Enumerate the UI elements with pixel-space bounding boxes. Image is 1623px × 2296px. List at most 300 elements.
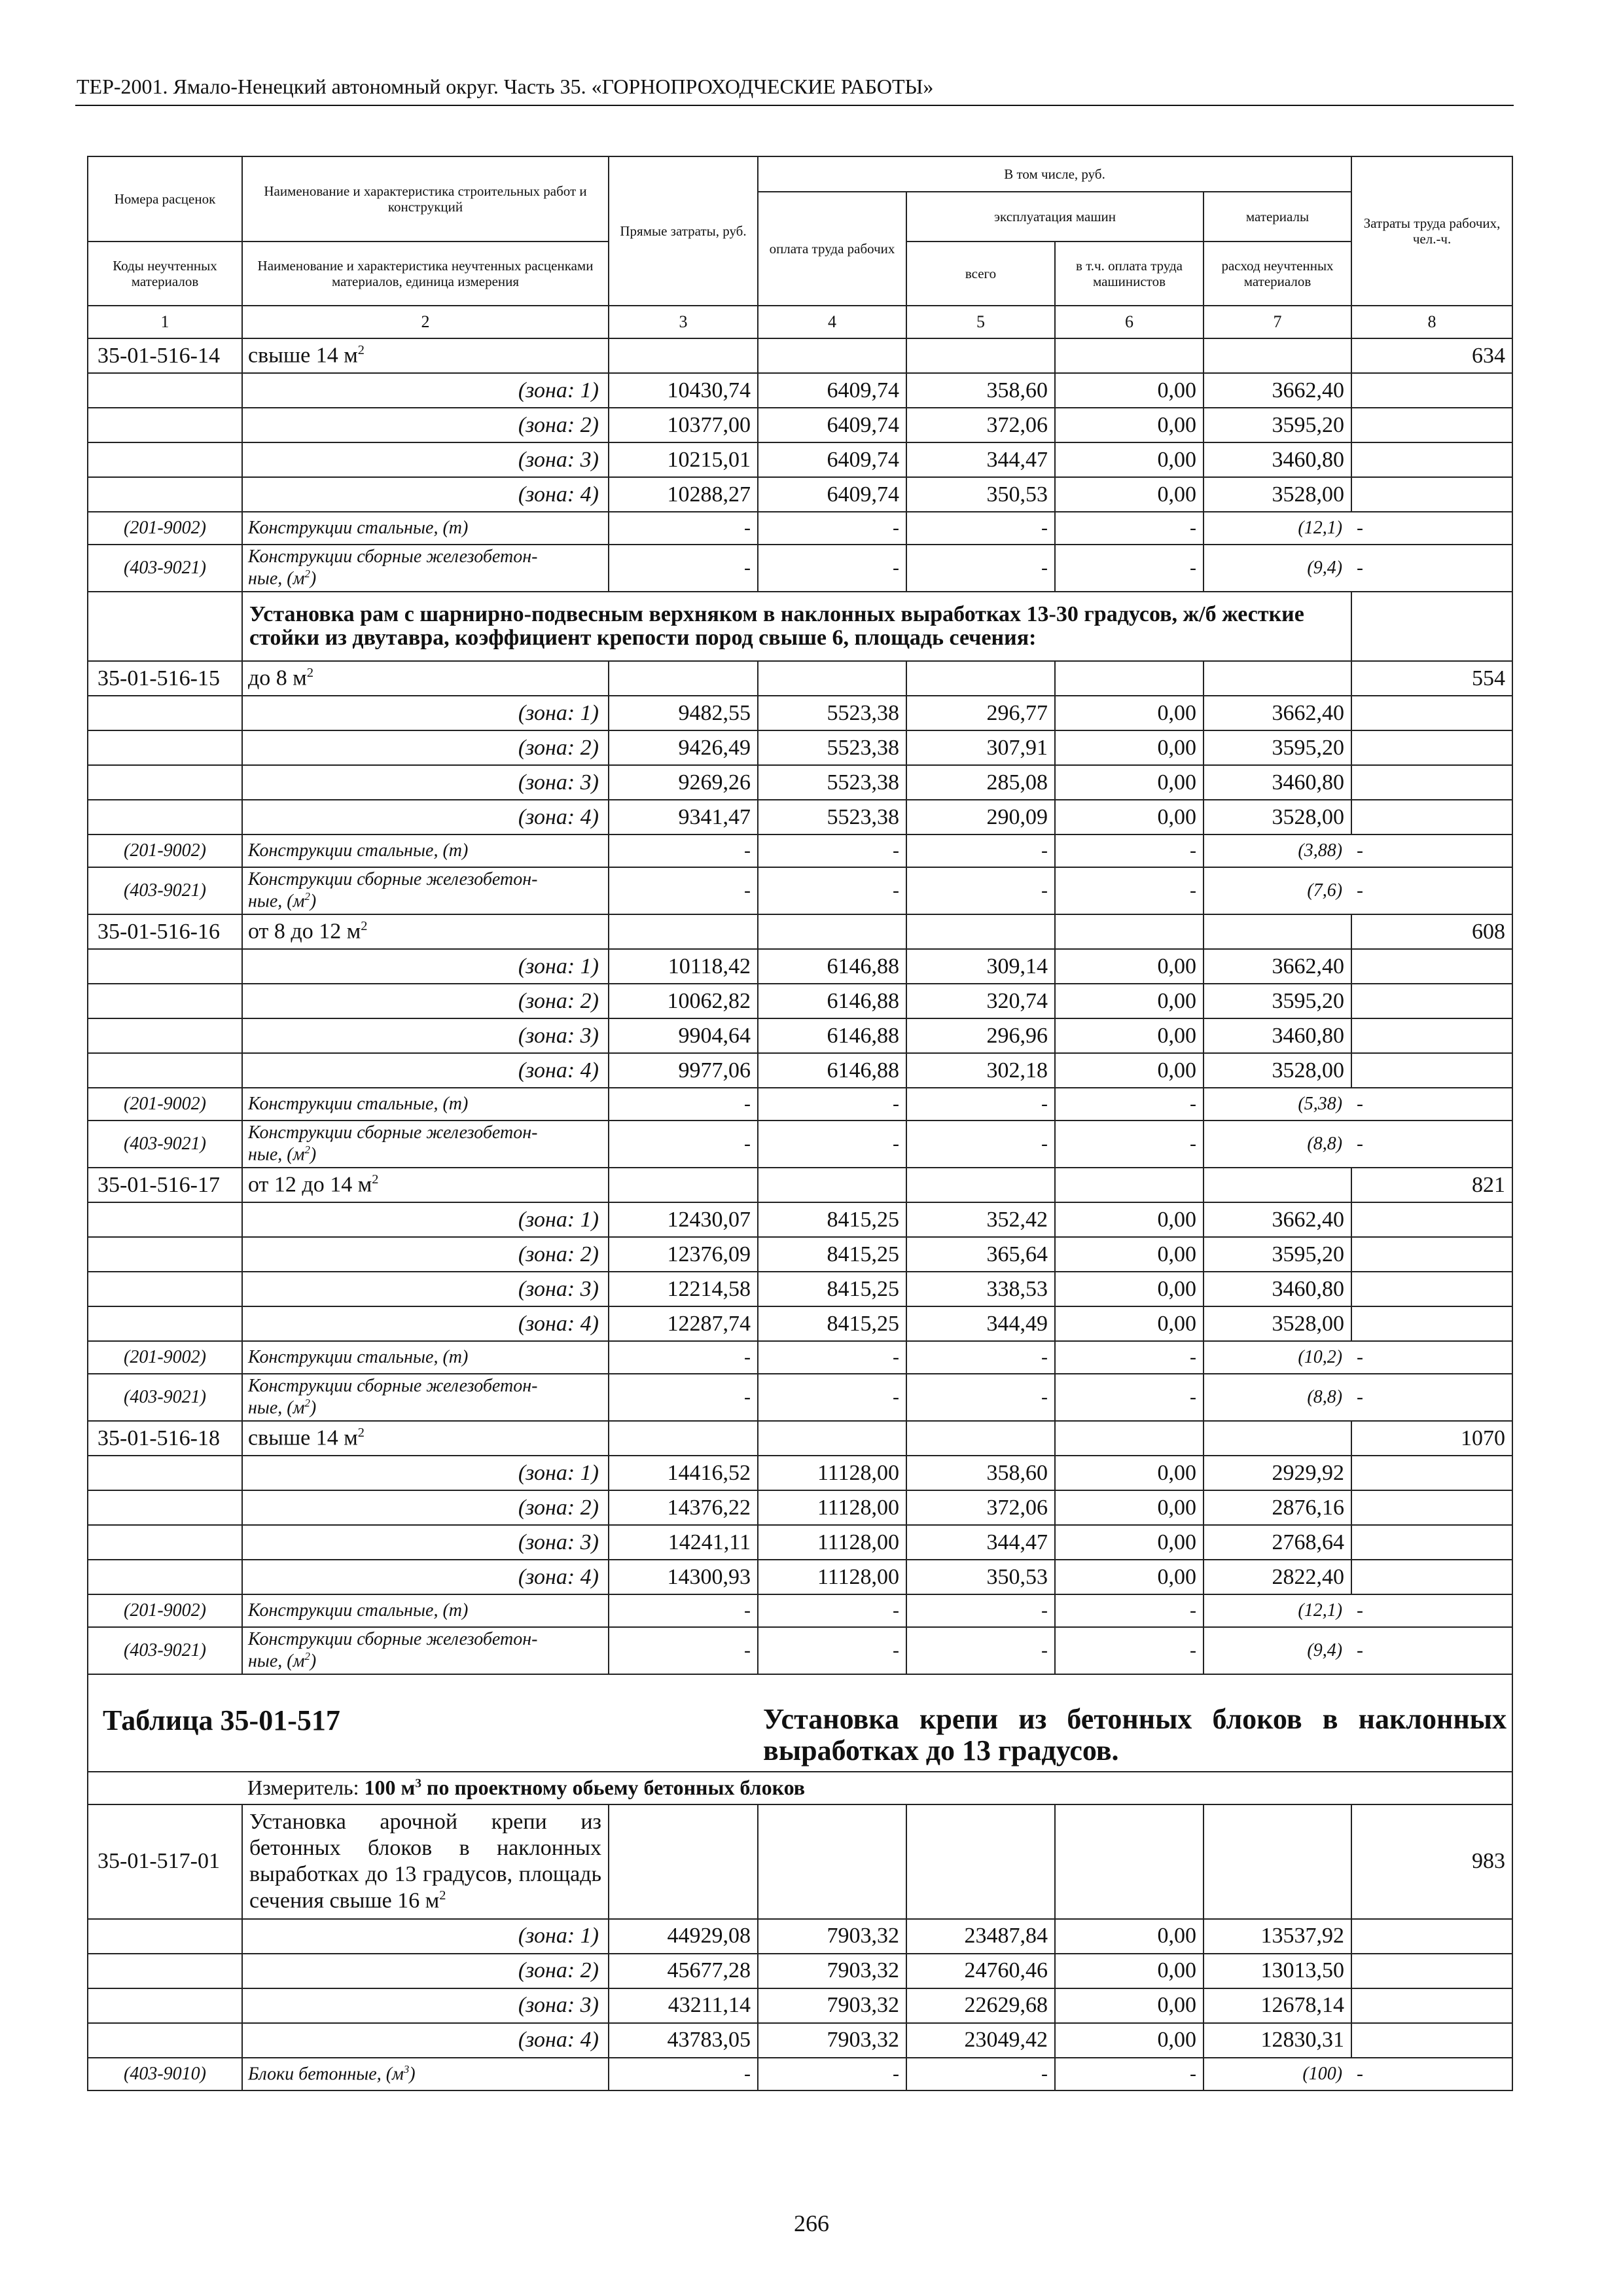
empty-cell <box>609 1421 758 1456</box>
zone-value: 0,00 <box>1055 1525 1204 1560</box>
material-dash: - <box>758 1341 906 1374</box>
material-name-line1: Конструкции сборные железобетон- <box>248 547 538 567</box>
zone-value: 11128,00 <box>758 1456 906 1490</box>
empty-cell <box>609 914 758 949</box>
material-dash: - <box>1055 1627 1204 1674</box>
zone-row <box>88 800 1512 834</box>
empty-cell <box>1351 696 1512 730</box>
empty-cell <box>906 914 1055 949</box>
zone-value: 0,00 <box>1055 408 1204 442</box>
zone-value: 3662,40 <box>1204 696 1351 730</box>
empty-cell <box>88 1772 242 1804</box>
zone-value: 14300,93 <box>609 1560 758 1594</box>
empty-cell <box>88 800 242 834</box>
zone-label: (зона: 4) <box>242 2023 609 2058</box>
zone-value: 8415,25 <box>758 1306 906 1341</box>
empty-cell <box>906 1421 1055 1456</box>
material-labor-dash: - <box>1351 1374 1512 1421</box>
zone-value: 9977,06 <box>609 1053 758 1088</box>
rate-name <box>242 1168 609 1202</box>
material-dash: - <box>758 1374 906 1421</box>
material-dash: - <box>1055 834 1204 867</box>
rate-name <box>242 1421 609 1456</box>
material-name-line2: ные, (м <box>248 568 305 589</box>
zone-value: 290,09 <box>906 800 1055 834</box>
empty-cell <box>758 1804 906 1919</box>
zone-value: 14241,11 <box>609 1525 758 1560</box>
zone-row <box>88 696 1512 730</box>
empty-cell <box>609 338 758 373</box>
material-dash: - <box>1055 2058 1204 2090</box>
labor-costs: 1070 <box>1351 1421 1512 1456</box>
zone-label: (зона: 4) <box>242 1053 609 1088</box>
material-name-close: ) <box>310 1144 317 1165</box>
material-dash: - <box>906 834 1055 867</box>
material-code: (403-9021) <box>88 1121 242 1168</box>
zone-value: 0,00 <box>1055 696 1204 730</box>
zone-value: 24760,46 <box>906 1954 1055 1988</box>
material-dash: - <box>609 1627 758 1674</box>
material-row <box>88 867 1512 914</box>
superscript: 2 <box>372 1172 379 1187</box>
empty-cell <box>906 1168 1055 1202</box>
empty-cell <box>1351 730 1512 765</box>
empty-cell <box>88 1525 242 1560</box>
rate-description-text: Установка арочной крепи из бетонных блоков в наклонных выработках до 13 градусов, площадь сечения свыше 16 м <box>249 1809 601 1913</box>
section-heading-row <box>88 592 1512 661</box>
rate-code: 35-01-516-15 <box>88 661 242 696</box>
header-unaccounted-materials: расход неучтенных материалов <box>1204 242 1351 306</box>
table-number: Таблица 35-01-517 <box>88 1674 758 1772</box>
empty-cell <box>88 984 242 1018</box>
zone-value: 11128,00 <box>758 1525 906 1560</box>
zone-row <box>88 1919 1512 1954</box>
zone-value: 350,53 <box>906 477 1055 512</box>
empty-cell <box>88 696 242 730</box>
empty-cell <box>906 1804 1055 1919</box>
zone-label: (зона: 1) <box>242 696 609 730</box>
zone-label: (зона: 3) <box>242 1018 609 1053</box>
zone-value: 0,00 <box>1055 373 1204 408</box>
material-labor-dash: - <box>1351 1121 1512 1168</box>
material-name <box>242 1121 609 1168</box>
material-name <box>242 2058 609 2090</box>
header-rate-numbers: Номера расценок <box>88 156 242 242</box>
column-number: 3 <box>609 306 758 338</box>
rate-row <box>88 1804 1512 1919</box>
zone-value: 338,53 <box>906 1272 1055 1306</box>
material-dash: - <box>1055 867 1204 914</box>
material-dash: - <box>609 2058 758 2090</box>
zone-label: (зона: 1) <box>242 949 609 984</box>
material-dash: - <box>758 1088 906 1121</box>
material-dash: - <box>1055 1341 1204 1374</box>
header-material-names: Наименование и характеристика неучтенных расценками материалов, единица измерения <box>242 242 609 306</box>
zone-value: 0,00 <box>1055 1202 1204 1237</box>
material-name <box>242 545 609 592</box>
empty-cell <box>1351 800 1512 834</box>
zone-row <box>88 373 1512 408</box>
zone-value: 0,00 <box>1055 1954 1204 1988</box>
empty-cell <box>88 1919 242 1954</box>
empty-cell <box>88 1560 242 1594</box>
material-row <box>88 834 1512 867</box>
empty-cell <box>1351 1202 1512 1237</box>
superscript: 2 <box>304 1143 310 1157</box>
material-row <box>88 1088 1512 1121</box>
column-number: 2 <box>242 306 609 338</box>
empty-cell <box>1351 408 1512 442</box>
zone-value: 3528,00 <box>1204 1306 1351 1341</box>
material-code: (403-9021) <box>88 867 242 914</box>
zone-value: 0,00 <box>1055 765 1204 800</box>
zone-value: 0,00 <box>1055 1053 1204 1088</box>
empty-cell <box>758 1168 906 1202</box>
column-numbers-row <box>88 306 1512 338</box>
zone-label: (зона: 1) <box>242 1202 609 1237</box>
zone-value: 372,06 <box>906 1490 1055 1525</box>
material-row <box>88 545 1512 592</box>
zone-value: 10288,27 <box>609 477 758 512</box>
material-code: (403-9021) <box>88 545 242 592</box>
zone-value: 0,00 <box>1055 1560 1204 1594</box>
zone-value: 3460,80 <box>1204 1018 1351 1053</box>
material-name-line1: Конструкции сборные железобетон- <box>248 1376 538 1397</box>
zone-value: 12376,09 <box>609 1237 758 1272</box>
zone-value: 6146,88 <box>758 1018 906 1053</box>
zone-value: 365,64 <box>906 1237 1055 1272</box>
material-row <box>88 1121 1512 1168</box>
zone-value: 12214,58 <box>609 1272 758 1306</box>
measure-prefix: Измеритель: <box>247 1776 365 1800</box>
header-materials: материалы <box>1204 192 1351 242</box>
zone-value: 10377,00 <box>609 408 758 442</box>
material-consumption: (100) <box>1204 2058 1351 2090</box>
zone-value: 6146,88 <box>758 949 906 984</box>
zone-value: 5523,38 <box>758 730 906 765</box>
superscript: 3 <box>415 1776 421 1791</box>
header-machine-operation: эксплуатация машин <box>906 192 1204 242</box>
zone-row <box>88 730 1512 765</box>
empty-cell <box>1055 914 1204 949</box>
empty-cell <box>1204 338 1351 373</box>
column-number: 7 <box>1204 306 1351 338</box>
material-dash: - <box>758 545 906 592</box>
material-code: (403-9010) <box>88 2058 242 2090</box>
zone-row <box>88 477 1512 512</box>
empty-cell <box>1351 1560 1512 1594</box>
page-number: 266 <box>794 2210 829 2236</box>
zone-row <box>88 1456 1512 1490</box>
header-worker-pay: оплата труда рабочих <box>758 192 906 306</box>
material-name-close: ) <box>409 2064 416 2085</box>
rate-row <box>88 661 1512 696</box>
superscript: 2 <box>306 666 314 681</box>
zone-value: 309,14 <box>906 949 1055 984</box>
zone-value: 3662,40 <box>1204 949 1351 984</box>
zone-value: 8415,25 <box>758 1272 906 1306</box>
rate-name <box>242 914 609 949</box>
material-name-close: ) <box>310 1397 317 1418</box>
material-code: (201-9002) <box>88 834 242 867</box>
zone-row <box>88 1306 1512 1341</box>
zone-value: 12287,74 <box>609 1306 758 1341</box>
zone-value: 9341,47 <box>609 800 758 834</box>
header-rule <box>75 105 1514 106</box>
empty-cell <box>1055 1804 1204 1919</box>
empty-cell <box>88 765 242 800</box>
zone-value: 5523,38 <box>758 765 906 800</box>
zone-value: 3662,40 <box>1204 373 1351 408</box>
rate-row <box>88 1168 1512 1202</box>
zone-value: 3528,00 <box>1204 477 1351 512</box>
material-name: Конструкции стальные, (т) <box>242 512 609 545</box>
zone-row <box>88 1525 1512 1560</box>
zone-label: (зона: 1) <box>242 373 609 408</box>
zone-value: 12678,14 <box>1204 1988 1351 2023</box>
material-dash: - <box>609 512 758 545</box>
rate-description <box>242 1804 609 1919</box>
empty-cell <box>88 1237 242 1272</box>
zone-row <box>88 949 1512 984</box>
zone-value: 9482,55 <box>609 696 758 730</box>
zone-value: 358,60 <box>906 1456 1055 1490</box>
zone-row <box>88 2023 1512 2058</box>
material-row <box>88 1627 1512 1674</box>
material-code: (201-9002) <box>88 1088 242 1121</box>
zone-label: (зона: 2) <box>242 1954 609 1988</box>
material-labor-dash: - <box>1351 834 1512 867</box>
empty-cell <box>1351 1490 1512 1525</box>
zone-value: 6409,74 <box>758 408 906 442</box>
material-labor-dash: - <box>1351 2058 1512 2090</box>
material-labor-dash: - <box>1351 545 1512 592</box>
zone-label: (зона: 3) <box>242 1272 609 1306</box>
material-labor-dash: - <box>1351 1088 1512 1121</box>
zone-label: (зона: 2) <box>242 984 609 1018</box>
empty-cell <box>1351 984 1512 1018</box>
material-dash: - <box>758 1594 906 1627</box>
material-name: Конструкции стальные, (т) <box>242 1088 609 1121</box>
zone-label: (зона: 4) <box>242 1560 609 1594</box>
zone-value: 0,00 <box>1055 477 1204 512</box>
superscript: 2 <box>304 890 310 903</box>
material-name-close: ) <box>310 891 317 912</box>
zone-value: 0,00 <box>1055 1988 1204 2023</box>
empty-cell <box>88 1272 242 1306</box>
zone-value: 6409,74 <box>758 442 906 477</box>
zone-value: 11128,00 <box>758 1490 906 1525</box>
zone-row <box>88 984 1512 1018</box>
zone-value: 10118,42 <box>609 949 758 984</box>
material-row <box>88 1374 1512 1421</box>
material-code: (201-9002) <box>88 1594 242 1627</box>
empty-cell <box>1351 1954 1512 1988</box>
empty-cell <box>88 477 242 512</box>
running-header: ТЕР-2001. Ямало-Ненецкий автономный округ. Часть 35. «ГОРНОПРОХОДЧЕСКИЕ РАБОТЫ» <box>77 75 934 98</box>
empty-cell <box>906 338 1055 373</box>
material-name-close: ) <box>310 1651 317 1672</box>
superscript: 2 <box>361 919 368 934</box>
measure-text <box>242 1772 1512 1804</box>
table-title: Установка крепи из бетонных блоков в наклонных выработках до 13 градусов. <box>758 1674 1512 1772</box>
empty-cell <box>88 1490 242 1525</box>
zone-value: 3595,20 <box>1204 1237 1351 1272</box>
material-dash: - <box>906 1627 1055 1674</box>
rate-row <box>88 338 1512 373</box>
empty-cell <box>88 2023 242 2058</box>
material-dash: - <box>758 834 906 867</box>
labor-costs: 608 <box>1351 914 1512 949</box>
material-dash: - <box>609 545 758 592</box>
material-dash: - <box>758 867 906 914</box>
zone-value: 344,49 <box>906 1306 1055 1341</box>
zone-value: 285,08 <box>906 765 1055 800</box>
zone-value: 2876,16 <box>1204 1490 1351 1525</box>
zone-value: 23049,42 <box>906 2023 1055 2058</box>
empty-cell <box>1351 1237 1512 1272</box>
material-row <box>88 1341 1512 1374</box>
material-dash: - <box>609 867 758 914</box>
material-name-close: ) <box>310 568 317 589</box>
column-number: 1 <box>88 306 242 338</box>
empty-cell <box>88 592 242 661</box>
material-dash: - <box>906 1341 1055 1374</box>
rate-row <box>88 914 1512 949</box>
zone-value: 9904,64 <box>609 1018 758 1053</box>
zone-value: 14376,22 <box>609 1490 758 1525</box>
material-name-line1: Конструкции сборные железобетон- <box>248 1629 538 1650</box>
labor-costs: 634 <box>1351 338 1512 373</box>
zone-row <box>88 442 1512 477</box>
zone-label: (зона: 2) <box>242 730 609 765</box>
zone-value: 43211,14 <box>609 1988 758 2023</box>
zone-value: 14416,52 <box>609 1456 758 1490</box>
zone-row <box>88 1018 1512 1053</box>
zone-value: 3595,20 <box>1204 730 1351 765</box>
column-number: 6 <box>1055 306 1204 338</box>
zone-value: 6146,88 <box>758 984 906 1018</box>
header-material-codes: Коды неучтенных материалов <box>88 242 242 306</box>
material-name <box>242 1627 609 1674</box>
zone-value: 344,47 <box>906 442 1055 477</box>
material-labor-dash: - <box>1351 1627 1512 1674</box>
zone-value: 45677,28 <box>609 1954 758 1988</box>
zone-value: 372,06 <box>906 408 1055 442</box>
zone-value: 350,53 <box>906 1560 1055 1594</box>
material-consumption: (12,1) <box>1204 512 1351 545</box>
material-labor-dash: - <box>1351 867 1512 914</box>
rate-name <box>242 661 609 696</box>
zone-value: 6409,74 <box>758 373 906 408</box>
rate-name-text: до 8 м <box>248 666 307 691</box>
empty-cell <box>1351 592 1512 661</box>
material-dash: - <box>906 1594 1055 1627</box>
material-name-line2: ные, (м <box>248 1651 305 1672</box>
empty-cell <box>758 661 906 696</box>
empty-cell <box>88 1053 242 1088</box>
zone-value: 7903,32 <box>758 1919 906 1954</box>
empty-cell <box>88 1306 242 1341</box>
zone-value: 7903,32 <box>758 1954 906 1988</box>
zone-value: 13013,50 <box>1204 1954 1351 1988</box>
zone-value: 320,74 <box>906 984 1055 1018</box>
rate-row <box>88 1421 1512 1456</box>
zone-label: (зона: 2) <box>242 408 609 442</box>
empty-cell <box>1351 1272 1512 1306</box>
empty-cell <box>88 1954 242 1988</box>
rate-name-text: от 8 до 12 м <box>248 919 361 944</box>
zone-row <box>88 1560 1512 1594</box>
table-title-row <box>88 1674 1512 1772</box>
material-consumption: (7,6) <box>1204 867 1351 914</box>
empty-cell <box>758 914 906 949</box>
material-row <box>88 2058 1512 2090</box>
material-code: (201-9002) <box>88 1341 242 1374</box>
material-dash: - <box>609 1374 758 1421</box>
empty-cell <box>1204 1421 1351 1456</box>
material-dash: - <box>906 1088 1055 1121</box>
zone-value: 3460,80 <box>1204 765 1351 800</box>
empty-cell <box>88 1988 242 2023</box>
header-direct-costs: Прямые затраты, руб. <box>609 156 758 306</box>
zone-value: 0,00 <box>1055 984 1204 1018</box>
zone-value: 307,91 <box>906 730 1055 765</box>
zone-value: 2929,92 <box>1204 1456 1351 1490</box>
zone-value: 22629,68 <box>906 1988 1055 2023</box>
material-dash: - <box>1055 545 1204 592</box>
empty-cell <box>1351 1053 1512 1088</box>
zone-value: 0,00 <box>1055 1919 1204 1954</box>
empty-cell <box>1351 1919 1512 1954</box>
rate-name <box>242 338 609 373</box>
empty-cell <box>1351 949 1512 984</box>
zone-value: 12830,31 <box>1204 2023 1351 2058</box>
zone-value: 12430,07 <box>609 1202 758 1237</box>
material-code: (403-9021) <box>88 1627 242 1674</box>
material-dash: - <box>609 1594 758 1627</box>
material-dash: - <box>758 1627 906 1674</box>
material-dash: - <box>906 2058 1055 2090</box>
zone-value: 44929,08 <box>609 1919 758 1954</box>
material-labor-dash: - <box>1351 1341 1512 1374</box>
empty-cell <box>1055 338 1204 373</box>
zone-value: 3662,40 <box>1204 1202 1351 1237</box>
zone-value: 358,60 <box>906 373 1055 408</box>
header-labor-costs: Затраты труда рабочих, чел.-ч. <box>1351 156 1512 306</box>
material-dash: - <box>609 834 758 867</box>
empty-cell <box>609 1804 758 1919</box>
zone-value: 10430,74 <box>609 373 758 408</box>
material-consumption: (3,88) <box>1204 834 1351 867</box>
material-dash: - <box>906 545 1055 592</box>
zone-value: 10215,01 <box>609 442 758 477</box>
zone-row <box>88 1988 1512 2023</box>
empty-cell <box>88 408 242 442</box>
labor-costs: 983 <box>1351 1804 1512 1919</box>
zone-value: 23487,84 <box>906 1919 1055 1954</box>
superscript: 2 <box>304 567 310 581</box>
rate-code: 35-01-516-17 <box>88 1168 242 1202</box>
header-work-name: Наименование и характеристика строительных работ и конструкций <box>242 156 609 242</box>
zone-label: (зона: 3) <box>242 765 609 800</box>
empty-cell <box>1351 1306 1512 1341</box>
zone-value: 0,00 <box>1055 800 1204 834</box>
measure-unit: 100 м <box>364 1776 416 1800</box>
zone-row <box>88 765 1512 800</box>
material-code: (201-9002) <box>88 512 242 545</box>
material-name: Конструкции стальные, (т) <box>242 834 609 867</box>
